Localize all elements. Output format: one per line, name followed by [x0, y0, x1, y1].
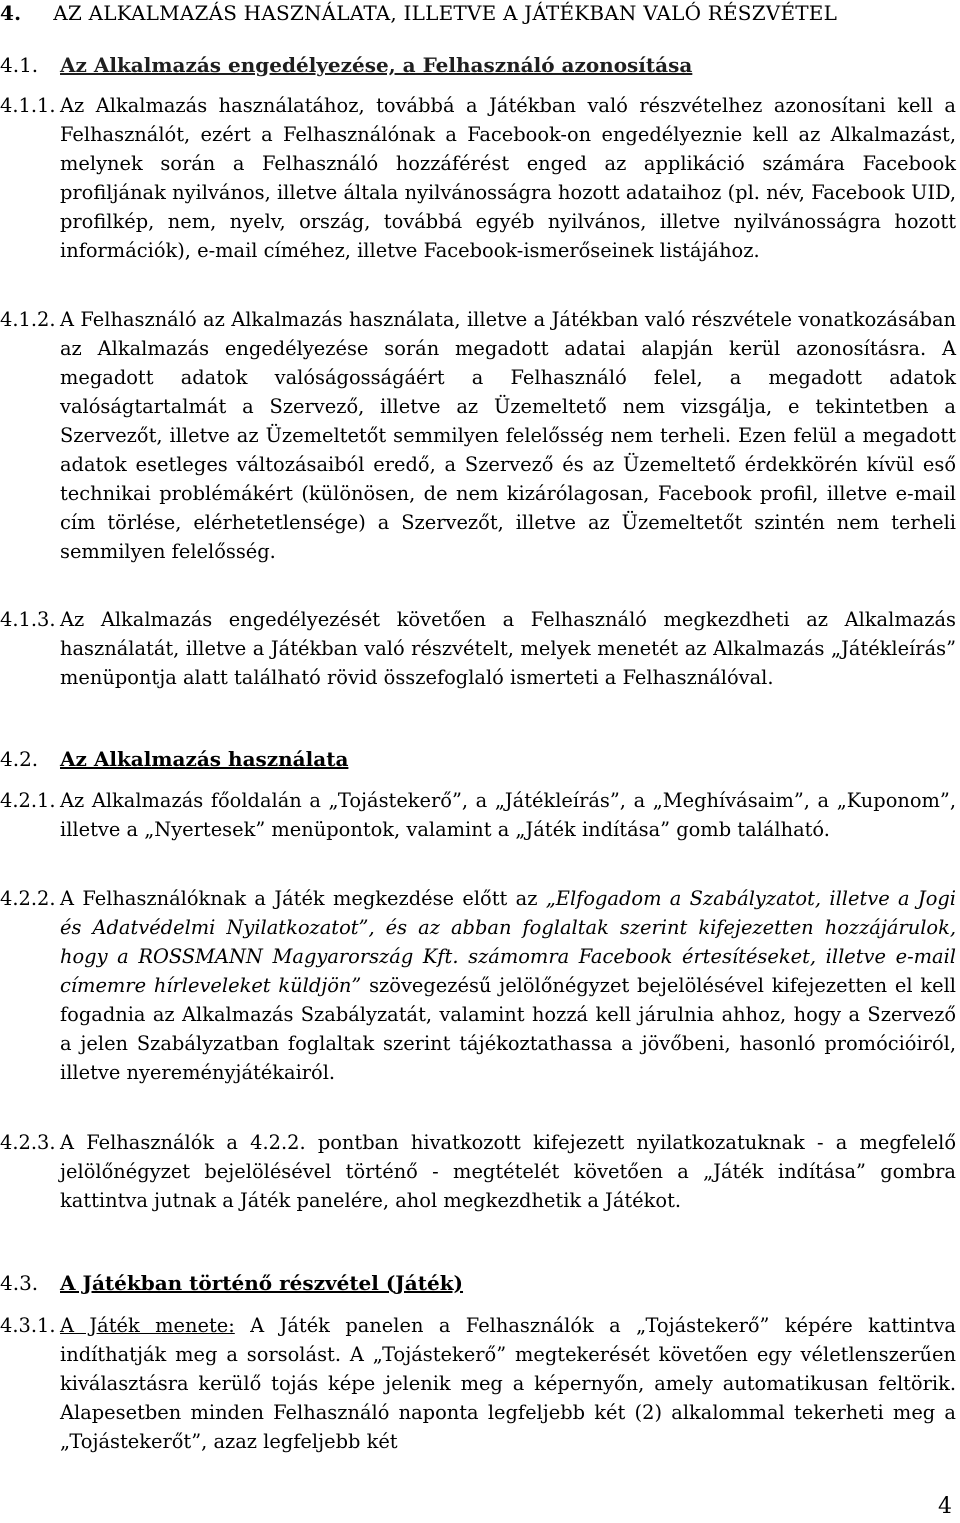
- paragraph-text: A Felhasználók a 4.2.2. pontban hivatkozott kifejezett nyilatkozatuknak - a megfelelő jelölőnégyzet bejelölésével történő - megtételét követően a „Játék indítása” gombra kattintva jutnak a Játék panelére, ahol megkezdhetik a Játékot.: [60, 1131, 956, 1212]
- paragraph-number: 4.3.1.: [0, 1314, 56, 1337]
- paragraph-number: 4.2.1.: [0, 789, 56, 812]
- paragraph-4-3-1: [0, 1311, 956, 1456]
- section-heading-4-1: [0, 52, 692, 78]
- section-title: Az Alkalmazás engedélyezése, a Felhasználó azonosítása: [60, 53, 693, 77]
- section-number: 4.1.: [0, 53, 39, 77]
- paragraph-number: 4.1.3.: [0, 608, 56, 631]
- consent-statement: „Elfogadom a Szabályzatot, illetve a Jogi és Adatvédelmi Nyilatkozatot”, és az abban foglaltak szerint kifejezetten hozzájárulok, hogy a ROSSMANN Magyarország Kft. számomra Facebook értesítéseket, illetve e-mail címemre hírleveleket küldjön”: [60, 887, 956, 997]
- paragraph-text: [60, 884, 956, 1087]
- paragraph-text: Az Alkalmazás használatához, továbbá a Játékban való részvételhez azonosítani kell a Felhasználót, ezért a Felhasználónak a Facebook-on engedélyeznie kell az Alkalmazást, melynek során a Felhasználó hozzáférést enged az applikáció számára Facebook profiljának nyilvános, illetve általa nyilvánosságra hozott adataihoz (pl. név, Facebook UID, profilkép, nem, nyelv, ország, továbbá egyéb nyilvános, illetve nyilvánosságra hozott információk), e-mail címéhez, illetve Facebook-ismerőseinek listájához.: [60, 94, 956, 262]
- section-heading-4-2: [0, 746, 348, 772]
- paragraph-number: 4.1.2.: [0, 308, 56, 331]
- paragraph-4-1-2: [0, 305, 956, 566]
- chapter-number: 4.: [0, 1, 22, 25]
- section-heading-4-3: [0, 1270, 463, 1296]
- paragraph-label: A Játék menete:: [60, 1314, 235, 1337]
- paragraph-text: Az Alkalmazás engedélyezését követően a Felhasználó megkezdheti az Alkalmazás használatát, illetve a Játékban való részvételt, melyek menetét az Alkalmazás „Játékleírás” menüpontja alatt található rövid összefoglaló ismerteti a Felhasználóval.: [60, 608, 956, 689]
- section-number: 4.2.: [0, 747, 39, 771]
- chapter-title: AZ ALKALMAZÁS HASZNÁLATA, ILLETVE A JÁTÉKBAN VALÓ RÉSZVÉTEL: [53, 1, 838, 25]
- paragraph-number: 4.2.3.: [0, 1131, 56, 1154]
- paragraph-number: 4.2.2.: [0, 887, 56, 910]
- paragraph-lead: A Felhasználóknak a Játék megkezdése előtt az: [60, 887, 546, 910]
- paragraph-rest: A Játék panelen a Felhasználók a „Tojástekerő” képére kattintva indíthatják meg a sorsolást. A „Tojástekerő” megtekerését követően egy véletlenszerűen kiválasztásra kerülő tojás képe jelenik meg a képernyőn, amely automatikusan feltörik. Alapesetben minden Felhasználó naponta legfeljebb két (2) alkalommal tekerheti meg a „Tojástekerőt”, azaz legfeljebb két: [60, 1314, 956, 1453]
- paragraph-text: A Felhasználó az Alkalmazás használata, illetve a Játékban való részvétele vonatkozásában az Alkalmazás engedélyezése során megadott adatai alapján kerül azonosításra. A megadott adatok valóságosságáért a Felhasználó felel, a megadott adatok valóságtartalmát a Szervező, illetve az Üzemeltető nem vizsgálja, e tekintetben a Szervezőt, illetve az Üzemeltetőt semmilyen felelősség nem terheli. Ezen felül a megadott adatok esetleges változásaiból eredő, a Szervező és az Üzemeltető érdekkörén kívül eső technikai problémákért (különösen, de nem kizárólagosan, Facebook profil, illetve e-mail cím törlése, elérhetetlensége) a Szervezőt, illetve az Üzemeltetőt szintén nem terheli semmilyen felelősség.: [60, 308, 956, 563]
- section-number: 4.3.: [0, 1271, 39, 1295]
- chapter-heading: [0, 0, 837, 26]
- page-number: 4: [938, 1494, 952, 1519]
- paragraph-number: 4.1.1.: [0, 94, 56, 117]
- section-title: Az Alkalmazás használata: [60, 747, 349, 771]
- paragraph-4-1-1: [0, 91, 956, 265]
- paragraph-4-1-3: [0, 605, 956, 692]
- paragraph-4-2-1: [0, 786, 956, 844]
- paragraph-rest: szövegezésű jelölőnégyzet bejelölésével kifejezetten el kell fogadnia az Alkalmazás Szabályzatát, valamint hozzá kell járulnia ahhoz, hogy a Szervező a jelen Szabályzatban foglaltak szerint tájékoztathassa a jövőbeni, hasonló promócióiról, illetve nyereményjátékairól.: [60, 974, 956, 1084]
- section-title: A Játékban történő részvétel (Játék): [60, 1271, 464, 1295]
- paragraph-text: [60, 1311, 956, 1456]
- paragraph-4-2-2: [0, 884, 956, 1087]
- paragraph-4-2-3: [0, 1128, 956, 1215]
- paragraph-text: Az Alkalmazás főoldalán a „Tojástekerő”, a „Játékleírás”, a „Meghívásaim”, a „Kuponom”, illetve a „Nyertesek” menüpontok, valamint a „Játék indítása” gomb található.: [60, 789, 956, 841]
